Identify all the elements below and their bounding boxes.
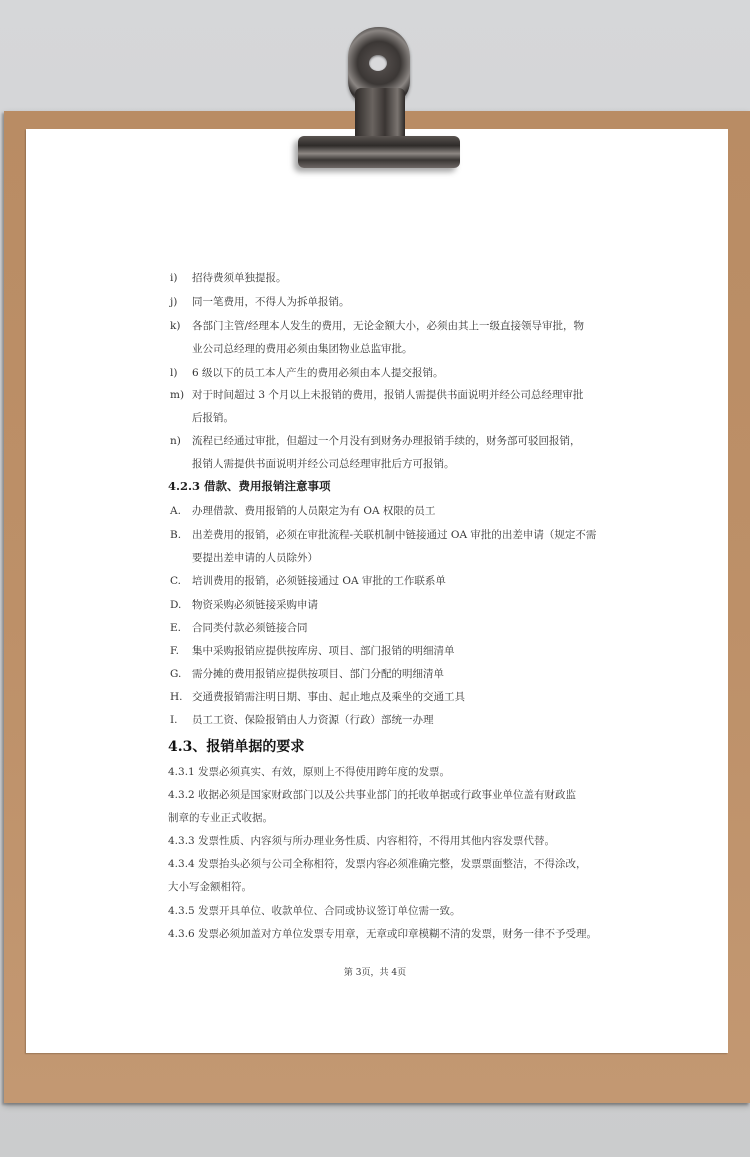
- paragraph-4-3-4: 4.3.4 发票抬头必须与公司全称相符，发票内容必须准确完整，发票票面整洁，不得涂改，: [168, 858, 587, 870]
- note-item-b-cont: [170, 550, 318, 565]
- list-item-j: [170, 294, 350, 309]
- list-text: 集中采购报销应提供按库房、项目、部门报销的明细清单: [192, 645, 455, 657]
- list-text: 合同类付款必须链接合同: [192, 622, 308, 634]
- binder-clip-hole: [369, 55, 387, 71]
- binder-clip-icon: [298, 136, 460, 168]
- list-text: 后报销。: [192, 412, 234, 424]
- list-item-n: [170, 433, 581, 448]
- list-text: 各部门主管/经理本人发生的费用，无论金额大小，必须由其上一级直接领导审批，物: [192, 320, 585, 332]
- list-item-m: [170, 387, 583, 402]
- list-marker: B.: [170, 529, 182, 541]
- note-item-c: [170, 573, 446, 588]
- note-item-d: [170, 597, 318, 612]
- paragraph-4-3-5: 4.3.5 发票开具单位、收款单位、合同或协议签订单位需一致。: [168, 905, 461, 917]
- list-text: 同一笔费用，不得人为拆单报销。: [192, 296, 350, 308]
- paragraph-4-3-2-cont: 制章的专业正式收据。: [168, 812, 273, 824]
- list-item-l: [170, 365, 444, 380]
- note-item-e: [170, 620, 308, 635]
- list-marker: m): [170, 389, 185, 401]
- list-text: 招待费须单独提报。: [192, 272, 287, 284]
- section-heading-4-3: 4.3、报销单据的要求: [168, 739, 305, 755]
- paragraph-4-3-3: 4.3.3 发票性质、内容须与所办理业务性质、内容相符，不得用其他内容发票代替。: [168, 835, 556, 847]
- list-marker: k): [170, 320, 181, 332]
- list-text: 交通费报销需注明日期、事由、起止地点及乘坐的交通工具: [192, 691, 465, 703]
- list-text: 需分摊的费用报销应提供按项目、部门分配的明细清单: [192, 668, 444, 680]
- list-marker: i): [170, 272, 178, 284]
- list-text: 物资采购必须链接采购申请: [192, 599, 318, 611]
- list-text: 对于时间超过 3 个月以上未报销的费用，报销人需提供书面说明并经公司总经理审批: [192, 389, 584, 401]
- list-marker: j): [170, 296, 178, 308]
- list-item-k-cont: [170, 341, 413, 356]
- list-marker: F.: [170, 645, 179, 657]
- binder-clip-neck: [355, 88, 405, 140]
- list-marker: l): [170, 367, 178, 379]
- list-item-n-cont: [170, 456, 455, 471]
- list-text: 办理借款、费用报销的人员限定为有 OA 权限的员工: [192, 505, 436, 517]
- paragraph-4-3-1: 4.3.1 发票必须真实、有效，原则上不得使用跨年度的发票。: [168, 766, 451, 778]
- list-text: 出差费用的报销，必须在审批流程-关联机制中链接通过 OA 审批的出差申请（规定不需: [192, 529, 597, 541]
- list-marker: n): [170, 435, 181, 447]
- list-marker: I.: [170, 714, 178, 726]
- note-item-i: [170, 712, 434, 727]
- list-text: 要提出差申请的人员除外）: [192, 552, 318, 564]
- page-number: 第 3页，共 4页: [343, 968, 407, 978]
- list-marker: D.: [170, 599, 182, 611]
- list-marker: G.: [170, 668, 182, 680]
- note-item-g: [170, 666, 444, 681]
- section-heading-4-2-3: 4.2.3 借款、费用报销注意事项: [168, 479, 331, 493]
- note-item-f: [170, 643, 455, 658]
- list-marker: H.: [170, 691, 183, 703]
- note-item-a: [170, 503, 435, 518]
- list-item-k: [170, 318, 584, 333]
- list-text: 培训费用的报销，必须链接通过 OA 审批的工作联系单: [192, 575, 446, 587]
- paragraph-4-3-6: 4.3.6 发票必须加盖对方单位发票专用章，无章或印章模糊不清的发票，财务一律不予受理。: [168, 928, 598, 940]
- paragraph-4-3-2: 4.3.2 收据必须是国家财政部门以及公共事业部门的托收单据或行政事业单位盖有财政监: [168, 789, 577, 801]
- list-text: 报销人需提供书面说明并经公司总经理审批后方可报销。: [192, 458, 455, 470]
- list-text: 6 级以下的员工本人产生的费用必须由本人提交报销。: [192, 367, 444, 379]
- note-item-b: [170, 527, 596, 542]
- list-item-m-cont: [170, 410, 234, 425]
- list-item-i: [170, 270, 287, 285]
- note-item-h: [170, 689, 465, 704]
- list-marker: C.: [170, 575, 181, 587]
- list-marker: E.: [170, 622, 182, 634]
- paragraph-4-3-4-cont: 大小写金额相符。: [168, 881, 252, 893]
- list-text: 业公司总经理的费用必须由集团物业总监审批。: [192, 343, 413, 355]
- list-text: 流程已经通过审批，但超过一个月没有到财务办理报销手续的，财务部可驳回报销，: [192, 435, 581, 447]
- list-marker: A.: [170, 505, 181, 517]
- list-text: 员工工资、保险报销由人力资源（行政）部统一办理: [192, 714, 434, 726]
